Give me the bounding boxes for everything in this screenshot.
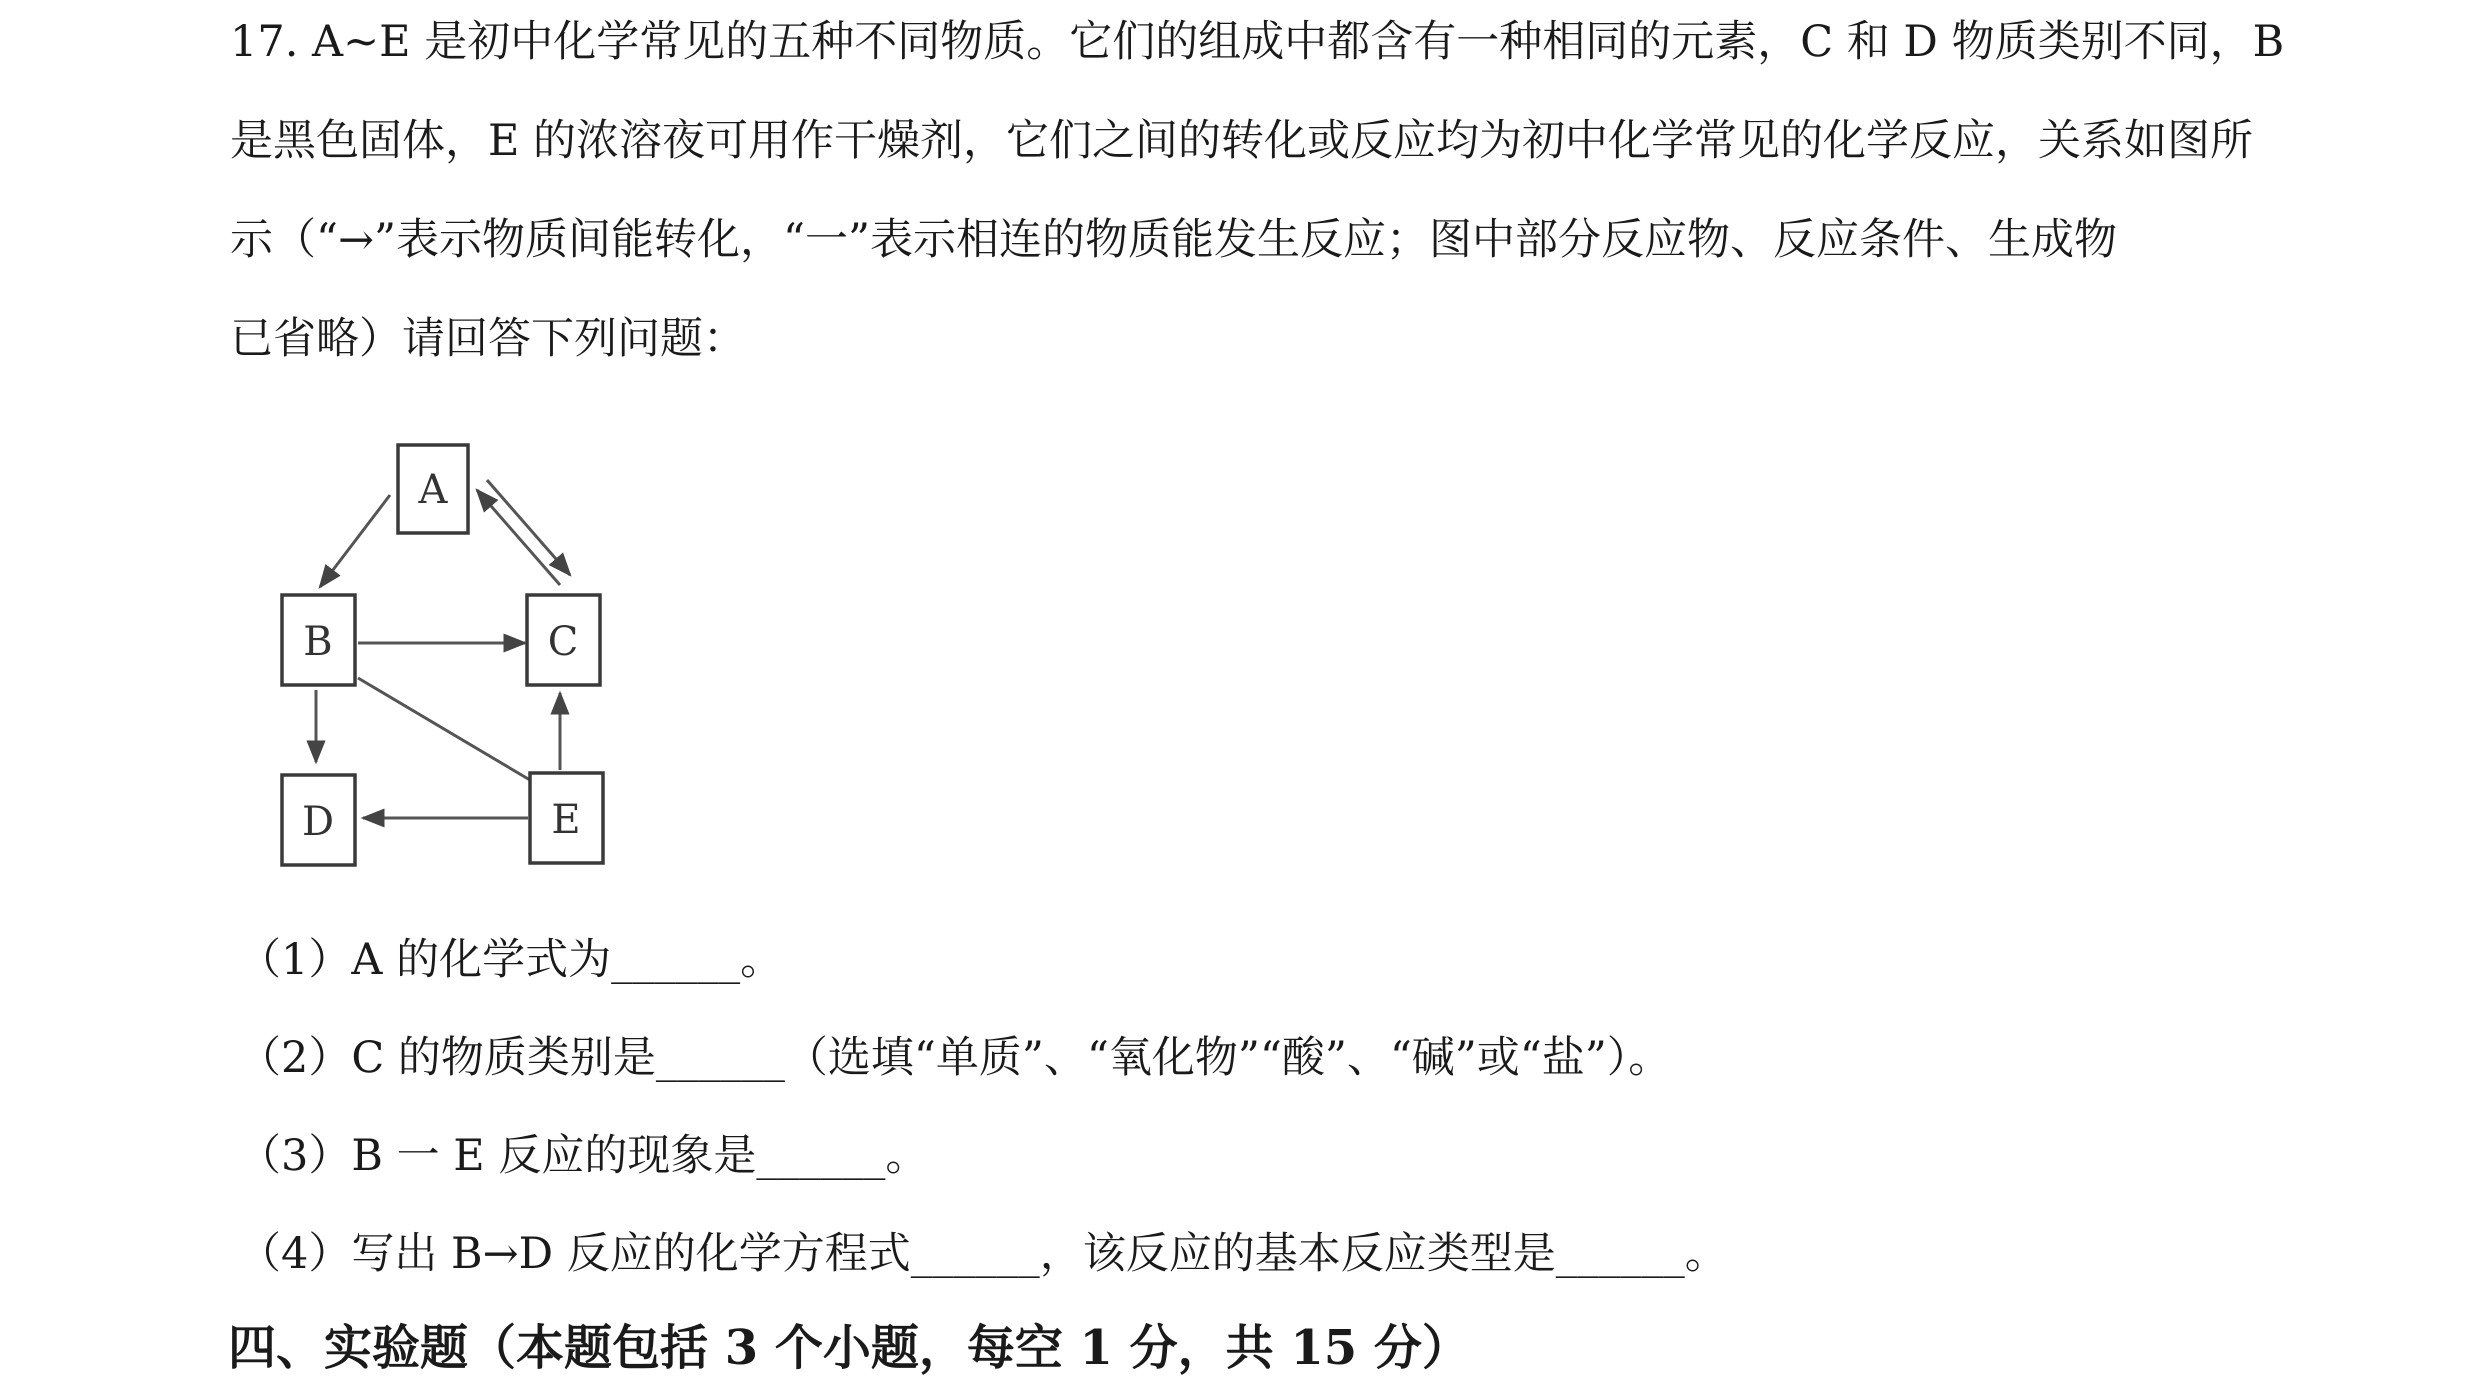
node-b — [282, 595, 355, 685]
arrow-c-to-a — [477, 490, 560, 585]
question-line-2: 是黑色固体，E 的浓溶夜可用作干燥剂，它们之间的转化或反应均为初中化学常见的化学反应，关系如图所 — [230, 116, 2254, 166]
node-e-label: E — [551, 797, 581, 843]
node-b-label: B — [303, 619, 333, 665]
node-d — [282, 775, 355, 865]
subquestion-3: （3）B 一 E 反应的现象是______。 — [238, 1131, 929, 1181]
node-c — [527, 595, 600, 685]
arrow-a-to-b — [320, 495, 390, 587]
subquestion-2: （2）C 的物质类别是______（选填“单质”、“氧化物”“酸”、“碱”或“盐”）。 — [238, 1033, 1672, 1083]
node-a — [398, 445, 468, 533]
node-d-label: D — [301, 799, 335, 845]
node-a-label: A — [418, 467, 448, 513]
question-line-3: 示（“→”表示物质间能转化，“一”表示相连的物质能发生反应；图中部分反应物、反应条件、生成物 — [230, 215, 2117, 265]
question-line-1: 17. A~E 是初中化学常见的五种不同物质。它们的组成中都含有一种相同的元素，C 和 D 物质类别不同，B — [230, 17, 2285, 67]
arrow-a-to-c — [487, 480, 570, 575]
section-heading: 四、实验题（本题包括 3 个小题，每空 1 分，共 15 分） — [228, 1320, 1470, 1376]
subquestion-1: （1）A 的化学式为______。 — [238, 935, 784, 985]
question-line-4: 已省略）请回答下列问题： — [230, 314, 746, 364]
line-b-e — [358, 678, 530, 780]
node-e — [530, 773, 603, 863]
subquestion-4: （4）写出 B→D 反应的化学方程式______，该反应的基本反应类型是______。 — [238, 1229, 1728, 1279]
relation-diagram — [255, 425, 645, 885]
node-c-label: C — [547, 619, 579, 665]
